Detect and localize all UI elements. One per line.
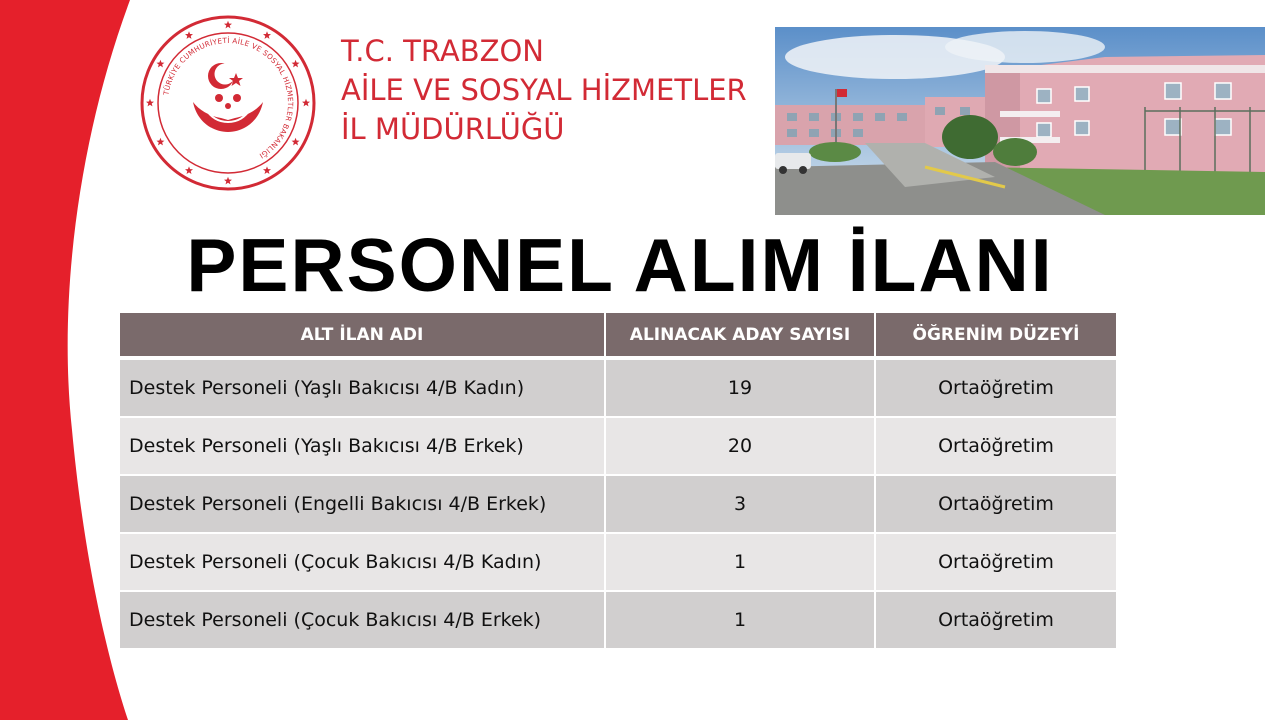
- candidate-count: 3: [605, 475, 875, 533]
- ministry-emblem-icon: [135, 10, 321, 196]
- red-curve-decoration: [0, 0, 140, 720]
- position-name: Destek Personeli (Yaşlı Bakıcısı 4/B Erkek): [120, 417, 605, 475]
- position-name: Destek Personeli (Yaşlı Bakıcısı 4/B Kadın): [120, 358, 605, 417]
- column-header-name: ALT İLAN ADI: [120, 313, 605, 358]
- organization-name: [341, 32, 747, 149]
- education-level: Ortaöğretim: [875, 591, 1116, 649]
- candidate-count: 19: [605, 358, 875, 417]
- positions-table: [120, 313, 1116, 650]
- table-row: [120, 417, 1116, 475]
- table-row: [120, 475, 1116, 533]
- column-header-education: ÖĞRENİM DÜZEYİ: [875, 313, 1116, 358]
- education-level: Ortaöğretim: [875, 475, 1116, 533]
- column-header-count: ALINACAK ADAY SAYISI: [605, 313, 875, 358]
- position-name: Destek Personeli (Çocuk Bakıcısı 4/B Erkek): [120, 591, 605, 649]
- table-row: [120, 591, 1116, 649]
- table-row: [120, 358, 1116, 417]
- education-level: Ortaöğretim: [875, 358, 1116, 417]
- education-level: Ortaöğretim: [875, 533, 1116, 591]
- table-row: [120, 533, 1116, 591]
- position-name: Destek Personeli (Engelli Bakıcısı 4/B Erkek): [120, 475, 605, 533]
- page-title: PERSONEL ALIM İLANI: [186, 223, 1054, 307]
- org-line-3: İL MÜDÜRLÜĞÜ: [341, 112, 565, 146]
- building-photo: [775, 27, 1265, 215]
- candidate-count: 1: [605, 533, 875, 591]
- org-line-2: AİLE VE SOSYAL HİZMETLER: [341, 73, 747, 107]
- position-name: Destek Personeli (Çocuk Bakıcısı 4/B Kadın): [120, 533, 605, 591]
- logo-ring-text: TÜRKİYE CUMHURİYETİ AİLE VE SOSYAL HİZMETLER BAKANLIĞI: [161, 35, 296, 161]
- org-line-1: T.C. TRABZON: [341, 34, 544, 68]
- table-header-row: [120, 313, 1116, 358]
- candidate-count: 1: [605, 591, 875, 649]
- candidate-count: 20: [605, 417, 875, 475]
- education-level: Ortaöğretim: [875, 417, 1116, 475]
